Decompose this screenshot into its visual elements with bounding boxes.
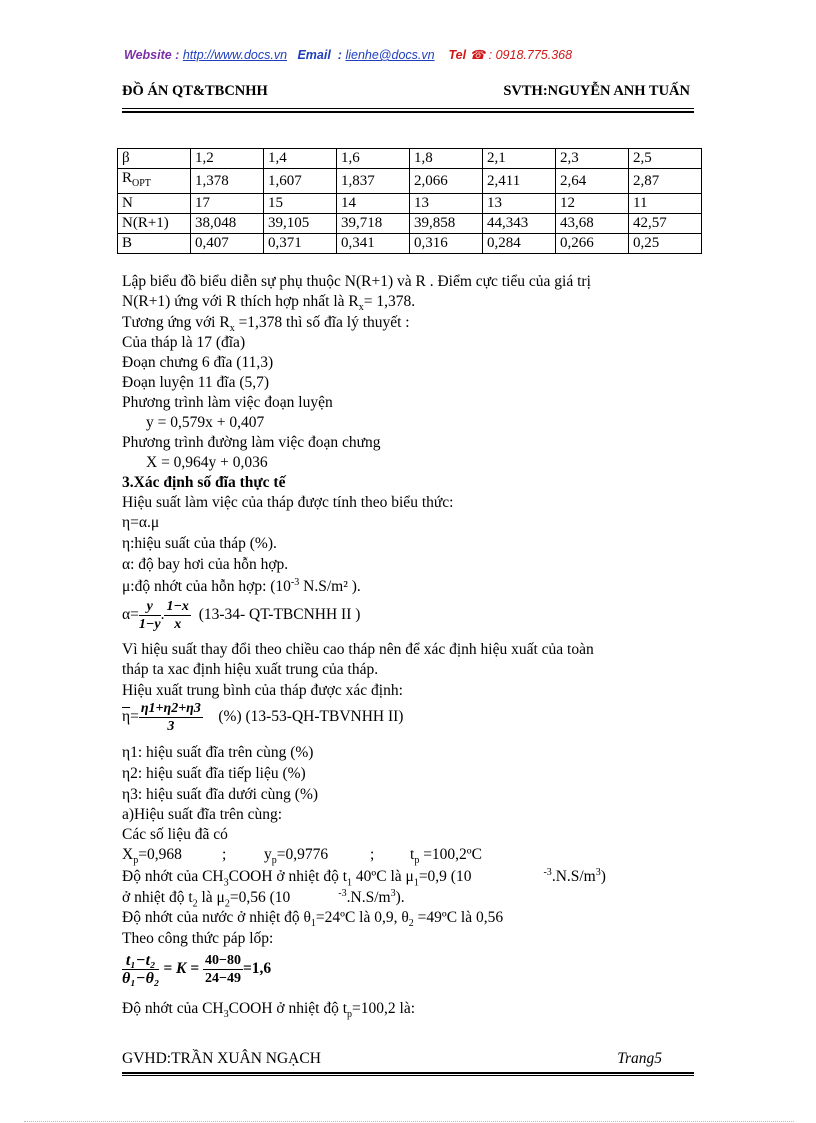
page-number: Trang5	[617, 1050, 662, 1067]
paragraph-line: Theo công thức páp lốp:	[122, 930, 274, 947]
table-cell: 38,048	[191, 214, 264, 234]
table-cell: 1,4	[264, 149, 337, 169]
header-left: ĐỒ ÁN QT&TBCNHH	[122, 83, 268, 99]
footer-rule	[122, 1075, 694, 1076]
paragraph-line: Đoạn luyện 11 đĩa (5,7)	[122, 374, 270, 391]
table-row	[118, 234, 702, 254]
tel-number: : 0918.775.368	[488, 48, 573, 62]
table-cell: 1,6	[337, 149, 410, 169]
table-cell: 39,718	[337, 214, 410, 234]
website-link[interactable]: http://www.docs.vn	[182, 48, 288, 62]
table-cell: 1,8	[410, 149, 483, 169]
paragraph-line: η=α.μ	[122, 514, 160, 531]
table-cell: 39,858	[410, 214, 483, 234]
section-heading: 3.Xác định số đĩa thực tế	[122, 474, 286, 491]
table-cell: 12	[556, 194, 629, 214]
table-cell: 0,341	[337, 234, 410, 254]
table-cell: 14	[337, 194, 410, 214]
paragraph-line: Đoạn chưng 6 đĩa (11,3)	[122, 354, 274, 371]
separator-text: ;	[222, 846, 227, 863]
header-rule	[122, 108, 694, 109]
header-right: SVTH:NGUYỄN ANH TUẤN	[503, 83, 690, 99]
table-row	[118, 214, 702, 234]
paragraph-line: Phương trình làm việc đoạn luyện	[122, 394, 333, 411]
table-cell: 13	[410, 194, 483, 214]
website-banner	[124, 47, 572, 62]
table-cell: 43,68	[556, 214, 629, 234]
paragraph-line: a)Hiệu suất đĩa trên cùng:	[122, 806, 283, 823]
table-cell	[118, 169, 191, 194]
tel-label: Tel	[448, 48, 467, 62]
paragraph-line: η3: hiệu suất đĩa dưới cùng (%)	[122, 786, 319, 803]
table-cell: 13	[483, 194, 556, 214]
email-label: Email	[297, 48, 331, 62]
table-cell: 17	[191, 194, 264, 214]
paragraph-line: Tương ứng với $R_x =1,378$ thì số đĩa lý thuyết :	[122, 314, 410, 335]
paragraph-line: η2: hiệu suất đĩa tiếp liệu (%)	[122, 765, 306, 782]
table-row	[118, 194, 702, 214]
paragraph-line: Vì hiệu suất thay đổi theo chiều cao tháp nên để xác định hiệu xuất của toàn	[122, 641, 594, 658]
paragraph-line: $y_p=0,9776$	[264, 846, 329, 867]
paragraph-line: tháp ta xac định hiệu xuất trung của tháp.	[122, 661, 379, 678]
table-cell: 2,5	[629, 149, 702, 169]
separator-text: ;	[370, 846, 375, 863]
table-cell: 0,266	[556, 234, 629, 254]
footer-left: GVHD:TRẦN XUÂN NGẠCH	[122, 1050, 321, 1067]
table-cell: 2,87	[629, 169, 702, 194]
table-cell: N	[118, 194, 191, 214]
paragraph-line: η:hiệu suất của tháp (%).	[122, 535, 277, 552]
table-cell: 42,57	[629, 214, 702, 234]
table-cell: 1,837	[337, 169, 410, 194]
table-cell: 0,371	[264, 234, 337, 254]
data-table	[117, 148, 702, 254]
table-cell: 2,411	[483, 169, 556, 194]
page-edge	[24, 1121, 794, 1122]
paragraph-line: Độ nhớt của $CH_3COOH$ ở nhiệt độ $t_p=100,2$ là:	[122, 1000, 416, 1021]
pavlov-formula: $\frac{\text{t₁−t₂}}{\text{θ₁−θ₂}}$ = K = $\frac{40-80}{24-49}$ =1,6	[122, 952, 272, 987]
table-cell: 2,1	[483, 149, 556, 169]
r-label-sub: OPT	[132, 178, 151, 189]
table-cell: 2,066	[410, 169, 483, 194]
table-cell: 2,64	[556, 169, 629, 194]
table-cell: 2,3	[556, 149, 629, 169]
phone-icon: ☎	[469, 48, 486, 62]
email-separator: :	[337, 48, 342, 62]
table-cell: 0,25	[629, 234, 702, 254]
table-cell: 1,378	[191, 169, 264, 194]
equation-line: y = 0,579x + 0,407	[146, 414, 265, 431]
table-row	[118, 149, 702, 169]
table-cell: B	[118, 234, 191, 254]
footer-rule-thick	[122, 1072, 694, 1074]
paragraph-line: N(R+1) ứng với R thích hợp nhất là $R_x= 1,378$.	[122, 293, 416, 314]
table-cell: 1,607	[264, 169, 337, 194]
equation-line: X = 0,964y + 0,036	[146, 454, 268, 471]
paragraph-line: ở nhiệt độ $t_2$ là $\mu_2=0,56$ (10 $^{-3}.N.S/m^3$).	[122, 888, 405, 910]
paragraph-line: Hiệu xuất trung bình của tháp được xác định:	[122, 682, 403, 699]
paragraph-line: Độ nhớt của nước ở nhiệt độ $\theta_1=24ºC$ là 0,9, $\theta_2$ =49ºC là 0,56	[122, 909, 504, 930]
paragraph-line: Lập biểu đồ biểu diễn sự phụ thuộc N(R+1) và R . Điểm cực tiểu của giá trị	[122, 273, 591, 290]
table-row	[118, 169, 702, 194]
table-cell: 44,343	[483, 214, 556, 234]
eta-formula: $\overline{\eta}=$ $\frac{\eta 1+\eta 2+\eta 3}{3}$ (%) (13-53-QH-TBVNHH II)	[122, 701, 404, 734]
website-label: Website :	[124, 48, 180, 62]
table-cell: 1,2	[191, 149, 264, 169]
table-cell: 15	[264, 194, 337, 214]
table-cell: 39,105	[264, 214, 337, 234]
table-cell: 0,284	[483, 234, 556, 254]
table-cell: β	[118, 149, 191, 169]
paragraph-line: Các số liệu đã có	[122, 826, 228, 843]
table-cell: N(R+1)	[118, 214, 191, 234]
table-cell: 11	[629, 194, 702, 214]
paragraph-line: η1: hiệu suất đĩa trên cùng (%)	[122, 744, 314, 761]
paragraph-line: Độ nhớt của $CH_3COOH$ ở nhiệt độ $t_1$ 40ºC là $\mu_1=0,9$ (10 $^{-3}.N.S/m^3$)	[122, 867, 606, 889]
paragraph-line: μ:độ nhớt của hỗn hợp: ($10^{-3}$ N.S/m² ).	[122, 577, 361, 596]
email-link[interactable]: lienhe@docs.vn	[345, 48, 435, 62]
paragraph-line: $t_p$ =100,2ºC	[410, 846, 482, 867]
paragraph-line: $X_p=0,968$	[122, 846, 182, 867]
header-rule-thick	[122, 111, 694, 113]
table-cell: 0,407	[191, 234, 264, 254]
paragraph-line: α: độ bay hơi của hỗn hợp.	[122, 556, 289, 573]
paragraph-line: Hiệu suất làm việc của tháp được tính theo biểu thức:	[122, 494, 454, 511]
table-cell: 0,316	[410, 234, 483, 254]
alpha-formula: α= $\frac{y}{1-y}$ . $\frac{1-x}{x}$ (13-34- QT-TBCNHH II )	[122, 599, 361, 632]
r-label: R	[122, 170, 133, 186]
paragraph-line: Của tháp là 17 (đĩa)	[122, 334, 246, 351]
paragraph-line: Phương trình đường làm việc đoạn chưng	[122, 434, 381, 451]
